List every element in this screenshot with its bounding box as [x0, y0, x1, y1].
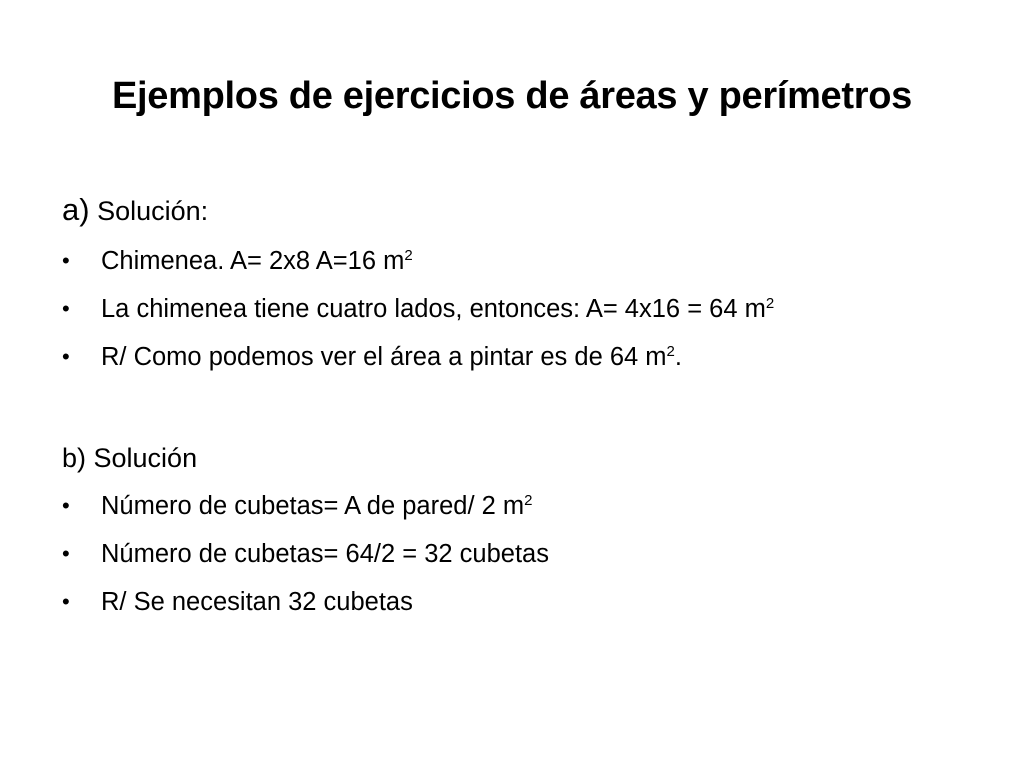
section-a-bullet-list [62, 244, 774, 388]
bullet-text: Número de cubetas= 64/2 = 32 cubetas [101, 540, 549, 568]
bullet-text: Chimenea. A= 2x8 A=16 m [101, 247, 405, 275]
superscript: 2 [666, 343, 675, 360]
bullet-icon: • [62, 248, 70, 273]
bullet-icon: • [62, 296, 70, 321]
section-a-bullet-3 [62, 340, 774, 374]
section-a-prefix: a) [62, 192, 90, 227]
section-b-bullet-1 [62, 489, 549, 523]
superscript: 2 [765, 295, 775, 312]
bullet-text: R/ Se necesitan 32 cubetas [101, 588, 413, 616]
section-a-bullet-2 [62, 292, 774, 326]
section-a-heading [62, 193, 208, 228]
section-b-bullet-list [62, 489, 549, 633]
section-a-bullet-1 [62, 244, 774, 278]
section-a-label: Solución: [89, 196, 209, 226]
section-b-bullet-2 [62, 537, 549, 571]
bullet-icon: • [62, 589, 70, 614]
bullet-text: Número de cubetas= A de pared/ 2 m [101, 492, 525, 520]
section-b-heading: b) Solución [62, 443, 198, 473]
section-b-bullet-3 [62, 585, 549, 619]
bullet-icon: • [62, 493, 70, 518]
bullet-suffix: . [674, 343, 682, 371]
superscript: 2 [404, 247, 413, 264]
superscript: 2 [524, 492, 533, 509]
bullet-text: La chimenea tiene cuatro lados, entonces: A= 4x16 = 64 m [101, 295, 766, 323]
slide-title: Ejemplos de ejercicios de áreas y perímetros [112, 75, 912, 117]
bullet-text: R/ Como podemos ver el área a pintar es de 64 m [101, 343, 667, 371]
bullet-icon: • [62, 344, 70, 369]
bullet-icon: • [62, 541, 70, 566]
